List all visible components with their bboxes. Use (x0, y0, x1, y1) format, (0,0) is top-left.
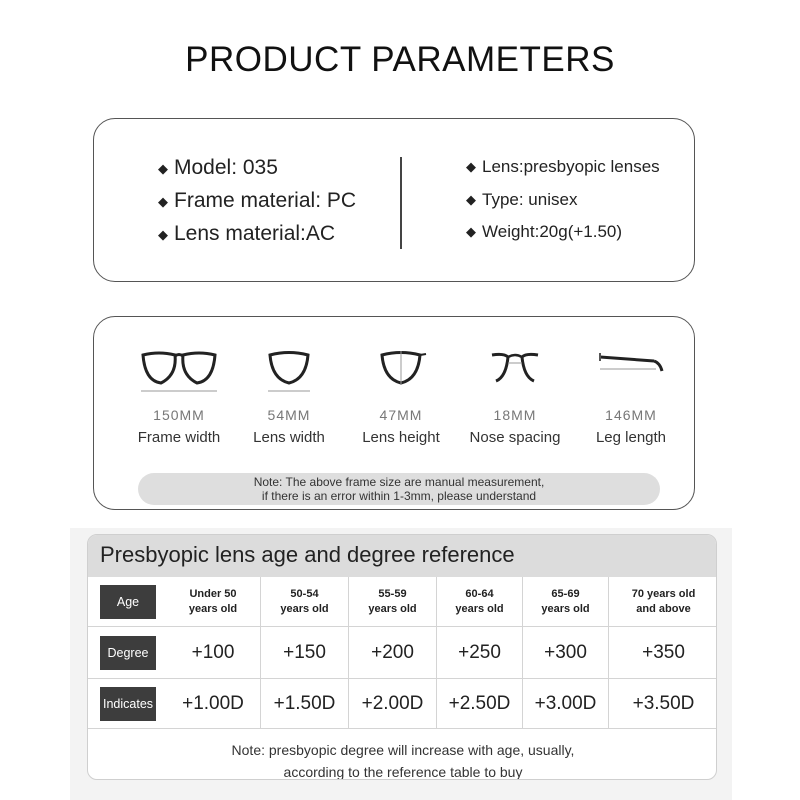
degree-cell: +150 (260, 627, 348, 678)
age-line: 55-59 (378, 587, 407, 600)
dimension-label: Frame width (137, 429, 221, 446)
age-line: years old (541, 602, 590, 615)
degree-cell: +200 (348, 627, 436, 678)
dimension-label: Leg length (595, 429, 667, 446)
spec-weight (466, 216, 660, 249)
dimension-label: Lens width (253, 429, 325, 446)
degree-cell: +250 (436, 627, 522, 678)
dimension-label: Nose spacing (469, 429, 561, 446)
age-line: 50-54 (290, 587, 319, 600)
spec-lens-material (158, 217, 356, 250)
row-header-age: Age (100, 585, 156, 619)
spec-type (466, 184, 660, 217)
bullet-icon: ◆ (158, 160, 168, 176)
degree-cell: +100 (191, 641, 235, 663)
age-line: 65-69 (551, 587, 580, 600)
row-header-degree: Degree (100, 636, 156, 670)
age-line: 70 years old (631, 587, 696, 600)
bullet-icon: ◆ (158, 226, 168, 242)
dimension-lens-height (349, 347, 453, 446)
indicates-cell: +1.50D (260, 679, 348, 728)
spec-text: Frame material: PC (174, 189, 357, 212)
dimension-value: 18MM (493, 407, 537, 423)
note-line: if there is an error within 1-3mm, please understand (261, 489, 537, 503)
age-cell (348, 577, 436, 626)
indicates-cell: +2.50D (436, 679, 522, 728)
specs-left-column (158, 151, 356, 250)
age-line: years old (368, 602, 417, 615)
spec-text: Type: unisex (482, 189, 578, 209)
bullet-icon: ◆ (466, 159, 476, 175)
dimension-value: 146MM (605, 407, 657, 423)
table-title-bar (88, 535, 717, 577)
indicates-cell: +1.00D (182, 692, 244, 714)
indicates-cell: +3.50D (608, 679, 717, 728)
spec-text: Lens:presbyopic lenses (482, 157, 660, 176)
lens-width-icon (264, 347, 314, 393)
spec-text: Weight:20g(+1.50) (482, 222, 623, 241)
reference-table (87, 534, 717, 780)
age-line: years old (280, 602, 329, 615)
bullet-icon: ◆ (466, 224, 476, 240)
indicates-cell: +3.00D (522, 679, 608, 728)
table-title: Presbyopic lens age and degree reference (100, 542, 515, 567)
age-cell (168, 577, 258, 626)
age-line: years old (455, 602, 504, 615)
row-header-indicates: Indicates (100, 687, 156, 721)
age-line: and above (636, 602, 691, 615)
bullet-icon: ◆ (466, 191, 476, 207)
specs-right-column (466, 151, 660, 249)
specs-divider (400, 157, 402, 249)
dimension-leg-length (581, 347, 681, 446)
table-note (88, 739, 717, 780)
indicates-cell: +2.00D (348, 679, 436, 728)
dimension-nose-spacing (461, 347, 569, 446)
dimensions-card (93, 316, 695, 510)
age-cell (608, 577, 717, 626)
dimension-value: 54MM (267, 407, 311, 423)
leg-length-icon (596, 347, 666, 393)
age-line: years old (188, 602, 238, 615)
table-row-age (88, 577, 717, 627)
dimension-label: Lens height (362, 429, 440, 446)
note-line: according to the reference table to buy (283, 764, 523, 780)
spec-text: Lens material:AC (174, 222, 336, 245)
frame-width-icon (139, 347, 219, 393)
spec-frame-material (158, 184, 356, 217)
age-cell (522, 577, 608, 626)
note-line: Note: The above frame size are manual measurement, (253, 475, 545, 489)
table-row-indicates (88, 679, 717, 729)
measurement-note (138, 473, 660, 505)
age-cell (436, 577, 522, 626)
page-title: PRODUCT PARAMETERS (185, 40, 615, 79)
age-line: 60-64 (465, 587, 494, 600)
note-line: Note: presbyopic degree will increase with age, usually, (231, 742, 575, 758)
spec-model (158, 151, 356, 184)
specs-card (93, 118, 695, 282)
nose-spacing-icon (490, 347, 540, 393)
age-cell (260, 577, 348, 626)
spec-text: Model: 035 (174, 156, 278, 179)
bullet-icon: ◆ (158, 193, 168, 209)
table-row-degree (88, 627, 717, 679)
lens-height-icon (374, 347, 428, 393)
degree-cell: +350 (608, 627, 717, 678)
dimension-value: 150MM (153, 407, 205, 423)
spec-lens (466, 151, 660, 184)
degree-cell: +300 (522, 627, 608, 678)
age-line: Under 50 (189, 587, 237, 600)
dimension-lens-width (239, 347, 339, 446)
dimension-frame-width (129, 347, 229, 446)
dimension-value: 47MM (379, 407, 423, 423)
